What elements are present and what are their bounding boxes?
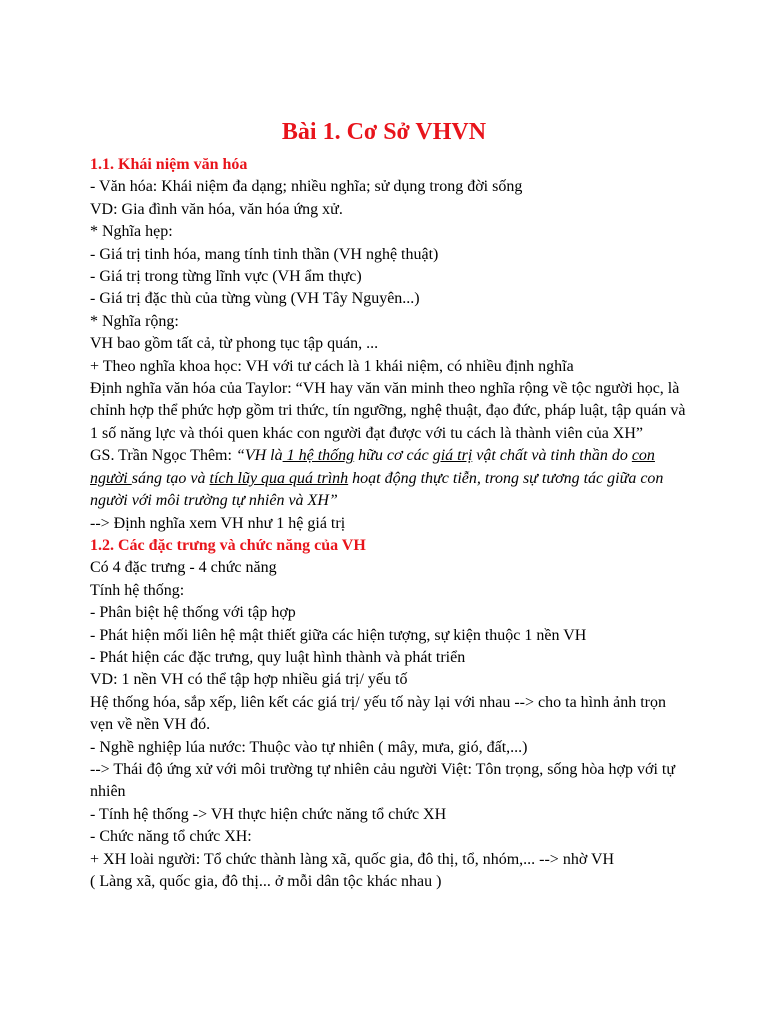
text-paragraph: --> Thái độ ứng xử với môi trường tự nhiên cảu người Việt: Tôn trọng, sống hòa hợp với tự nhiên xyxy=(90,760,676,801)
text-line: - Chức năng tổ chức XH: xyxy=(90,828,252,846)
text-line: Có 4 đặc trưng - 4 chức năng xyxy=(90,559,277,577)
text-line: - Tính hệ thống -> VH thực hiện chức năng tổ chức XH xyxy=(90,805,447,823)
quote-underlined: giá trị xyxy=(432,447,473,465)
quote-text: hoạt động thực tiễn, trong sự tương tác giữa con người với môi trường tự nhiên và XH” xyxy=(90,469,664,510)
document-body xyxy=(90,154,690,893)
text-line: + Theo nghĩa khoa học: VH với tư cách là 1 khái niệm, có nhiều định nghĩa xyxy=(90,357,574,375)
quote-text: vật chất và tinh thần do xyxy=(472,447,632,465)
text-line: VD: Gia đình văn hóa, văn hóa ứng xử. xyxy=(90,200,343,218)
text-line: Tính hệ thống: xyxy=(90,581,185,599)
text-line: - Giá trị đặc thù của từng vùng (VH Tây Nguyên...) xyxy=(90,290,420,308)
section-heading-1-1: 1.1. Khái niệm văn hóa xyxy=(90,156,248,173)
quote-underlined: 1 hệ thống xyxy=(282,447,355,465)
text-line: ( Làng xã, quốc gia, đô thị... ở mỗi dân tộc khác nhau ) xyxy=(90,873,442,890)
section-heading-1-2: 1.2. Các đặc trưng và chức năng của VH xyxy=(90,536,366,554)
quote-author: GS. Trần Ngọc Thêm: xyxy=(90,447,236,465)
taylor-definition: Định nghĩa văn hóa của Taylor: “VH hay văn văn minh theo nghĩa rộng về tộc người học, là chỉnh hợp thể phức hợp gồm tri thức, tín ngưỡng, nghệ thuật, đạo đức, pháp luật, tập quán và 1 số năng lực và thói quen khác con người đạt được với tu cách là thành viên của XH” xyxy=(90,380,686,442)
text-line: VH bao gồm tất cả, từ phong tục tập quán, ... xyxy=(90,335,379,353)
text-line: - Nghề nghiệp lúa nước: Thuộc vào tự nhiên ( mây, mưa, gió, đất,...) xyxy=(90,738,528,756)
text-line: - Giá trị trong từng lĩnh vực (VH ẩm thực) xyxy=(90,268,362,286)
text-line: - Giá trị tinh hóa, mang tính tinh thần (VH nghệ thuật) xyxy=(90,245,439,263)
text-line: * Nghĩa rộng: xyxy=(90,312,179,330)
quote-text: “VH là xyxy=(235,447,283,465)
quote-text: hữu cơ các xyxy=(354,447,433,465)
text-line: --> Định nghĩa xem VH như 1 hệ giá trị xyxy=(90,514,346,532)
text-line: + XH loài người: Tổ chức thành làng xã, quốc gia, đô thị, tổ, nhóm,... --> nhờ VH xyxy=(90,850,615,868)
document-title: Bài 1. Cơ Sở VHVN xyxy=(281,119,487,145)
text-paragraph: Hệ thống hóa, sắp xếp, liên kết các giá trị/ yếu tố này lại với nhau --> cho ta hình ảnh trọn vẹn về nền VH đó. xyxy=(90,693,666,734)
text-line: - Văn hóa: Khái niệm đa dạng; nhiều nghĩa; sử dụng trong đời sống xyxy=(90,178,523,196)
text-line: - Phân biệt hệ thống với tập hợp xyxy=(90,604,296,622)
text-line: - Phát hiện các đặc trưng, quy luật hình thành và phát triển xyxy=(90,648,466,666)
text-line: VD: 1 nền VH có thể tập hợp nhiều giá trị/ yếu tố xyxy=(90,671,408,689)
quote-underlined: tích lũy qua quá trình xyxy=(209,469,349,487)
quote-text: sáng tạo và xyxy=(131,469,210,487)
text-line: * Nghĩa hẹp: xyxy=(90,223,173,241)
text-line: - Phát hiện mối liên hệ mật thiết giữa các hiện tượng, sự kiện thuộc 1 nền VH xyxy=(90,626,587,644)
quote-underlined: con người xyxy=(90,447,655,487)
tran-ngoc-them-quote xyxy=(90,445,690,512)
